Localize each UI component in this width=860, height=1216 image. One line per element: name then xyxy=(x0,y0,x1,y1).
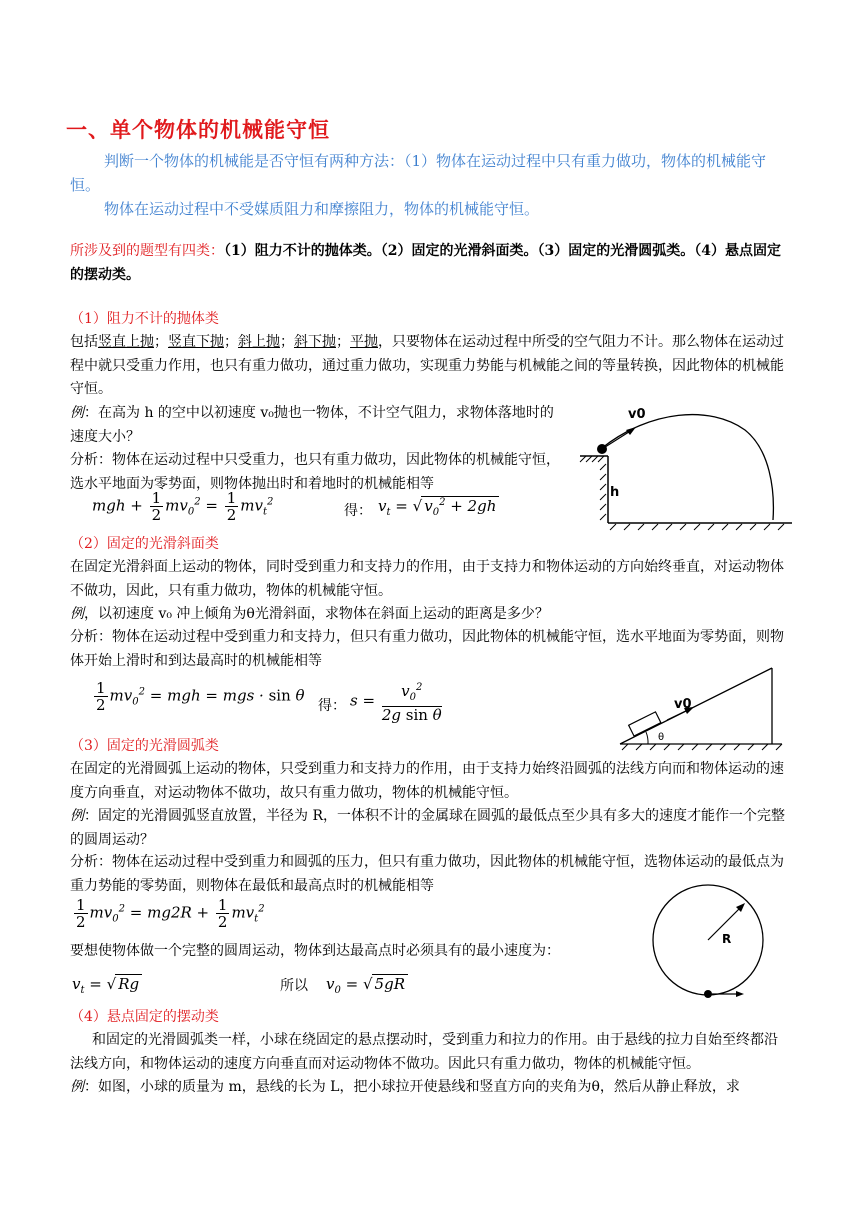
section-2-heading: （2）固定的光滑斜面类 xyxy=(70,536,219,552)
section-4-heading: （4）悬点固定的摆动类 xyxy=(70,1009,219,1025)
page-title: 一、单个物体的机械能守恒 xyxy=(66,117,330,142)
s3-analysis: 分析：物体在运动过程中受到重力和圆弧的压力，但只有重力做功，因此物体的机械能守恒，选物体运动的最低点为重力势能的零势面，则物体在最低和最高点时的机械能相等 xyxy=(70,854,784,894)
circle-figure xyxy=(650,882,780,1012)
s2-analysis: 分析：物体在运动过程中受到重力和支持力，但只有重力做功，因此物体的机械能守恒，选水平地面为零势面，则物体开始上滑时和到达最高时的机械能相等 xyxy=(70,629,784,669)
section-3-body: 在固定的光滑圆弧上运动的物体，只受到重力和支持力的作用，由于支持力始终沿圆弧的法线方向而和物体运动的速度方向垂直，对运动物体不做功，故只有重力做功，物体的机械能守恒。 xyxy=(70,761,784,801)
s1-item-4: 斜上抛 xyxy=(238,334,280,350)
s4-example-text: ：如图，小球的质量为 m，悬线的长为 L，把小球拉开使悬线和竖直方向的夹角为θ，然后从静止释放，求 xyxy=(84,1079,740,1095)
intro-paragraph-1: 判断一个物体的机械能是否守恒有两种方法：（1）物体在运动过程中只有重力做功，物体的机械能守恒。 xyxy=(70,152,767,194)
fig2-v0-label: v0 xyxy=(674,697,692,712)
s3-example xyxy=(70,805,786,852)
s1-example xyxy=(70,402,565,449)
s3-need: 要想使物体做一个完整的圆周运动，物体到达最高点时必须具有的最小速度为： xyxy=(70,943,560,959)
s2-example xyxy=(70,603,786,627)
s3-equation-v0: $v_0$ = √ 5gR xyxy=(326,974,408,996)
fig3-R-label: R xyxy=(722,932,732,946)
s1-item-8: 平抛 xyxy=(350,334,378,350)
types-lead: 所涉及到的题型有四类： xyxy=(70,243,224,259)
intro-paragraph-2: 物体在运动过程中不受媒质阻力和摩擦阻力，物体的机械能守恒。 xyxy=(104,200,540,218)
s2-example-label: 例 xyxy=(70,606,84,622)
s2-equation-energy: $\frac{1}{2}$ $mv_0^2$ = mgh = mgs · sin θ xyxy=(96,679,305,714)
fig2-theta-label: θ xyxy=(658,732,665,743)
s1-equation-result: $v_t$ = √ $v_0^2 + 2gh$ xyxy=(378,496,499,518)
s1-sep-5: ； xyxy=(280,334,294,350)
fig1-v0-label: v0 xyxy=(628,407,646,422)
s1-body-text: ，只要物体在运动过程中所受的空气阻力不计。那么物体在运动过程中就只受重力作用，也只有重力做功，通过重力做功，实现重力势能与机械能之间的等量转换，因此物体的机械能守恒。 xyxy=(70,334,784,397)
s1-sep-1: ； xyxy=(154,334,168,350)
s1-item-0: 竖直上抛 xyxy=(98,334,154,350)
section-3-heading: （3）固定的光滑圆弧类 xyxy=(70,738,219,754)
s2-equation-result: s = $\frac{v_0^2}{\text{2g sin θ}}$ xyxy=(350,682,442,724)
section-2-body: 在固定光滑斜面上运动的物体，同时受到重力和支持力的作用，由于支持力和物体运动的方向始终垂直，对运动物体不做功，因此，只有重力做功，物体的机械能守恒。 xyxy=(70,559,784,599)
s2-de: 得： xyxy=(318,698,346,714)
s4-example xyxy=(70,1076,786,1100)
s1-example-label: 例 xyxy=(70,405,84,421)
s1-de: 得： xyxy=(344,503,372,519)
s1-analysis: 分析：物体在运动过程中只受重力，也只有重力做功，因此物体的机械能守恒，选水平地面为零势面，则物体抛出时和着地时的机械能相等 xyxy=(70,452,560,492)
section-4-body: 和固定的光滑圆弧类一样，小球在绕固定的悬点摆动时，受到重力和拉力的作用。由于悬线的拉力自始至终都沿法线方向，和物体运动的速度方向垂直而对运动物体不做功。因此只有重力做功，物体的机械能守恒。 xyxy=(70,1032,778,1072)
types-list: （1）阻力不计的抛体类。（2）固定的光滑斜面类。（3）固定的光滑圆弧类。（4）悬点固定的摆动类。 xyxy=(70,243,781,283)
fig1-h-label: h xyxy=(610,485,620,500)
s1-sep-3: ； xyxy=(224,334,238,350)
s3-equation-energy: $\frac{1}{2}$ $mv_0^2 = mg2R$ + $\frac{1}{2}$ $mv_t^2$ xyxy=(76,896,265,931)
s1-example-text: ：在高为 h 的空中以初速度 v₀抛也一物体，不计空气阻力，求物体落地时的速度大小？ xyxy=(70,405,554,445)
types-paragraph xyxy=(70,240,786,287)
s2-example-text: ，以初速度 v₀ 冲上倾角为θ光滑斜面，求物体在斜面上运动的距离是多少？ xyxy=(84,606,549,622)
s3-equation-vt: $v_t$ = √ Rg xyxy=(72,974,142,996)
s3-suoyi: 所以 xyxy=(280,978,308,994)
s1-pre: 包括 xyxy=(70,334,98,350)
section-1-heading: （1）阻力不计的抛体类 xyxy=(70,311,219,327)
s3-example-label: 例 xyxy=(70,808,84,824)
s1-item-2: 竖直下抛 xyxy=(168,334,224,350)
s4-example-label: 例 xyxy=(70,1079,84,1095)
section-1-body xyxy=(70,331,786,402)
s1-sep-7: ； xyxy=(336,334,350,350)
s1-item-6: 斜下抛 xyxy=(294,334,336,350)
s3-example-text: ：固定的光滑圆弧竖直放置，半径为 R，一体积不计的金属球在圆弧的最低点至少具有多大的速度才能作一个完整的圆周运动？ xyxy=(70,808,785,848)
projectile-figure xyxy=(570,400,800,540)
s1-equation-energy: mgh + $\frac{1}{2}$ $mv_0^2$ = $\frac{1}{2}$ $mv_t^2$ xyxy=(92,489,274,524)
